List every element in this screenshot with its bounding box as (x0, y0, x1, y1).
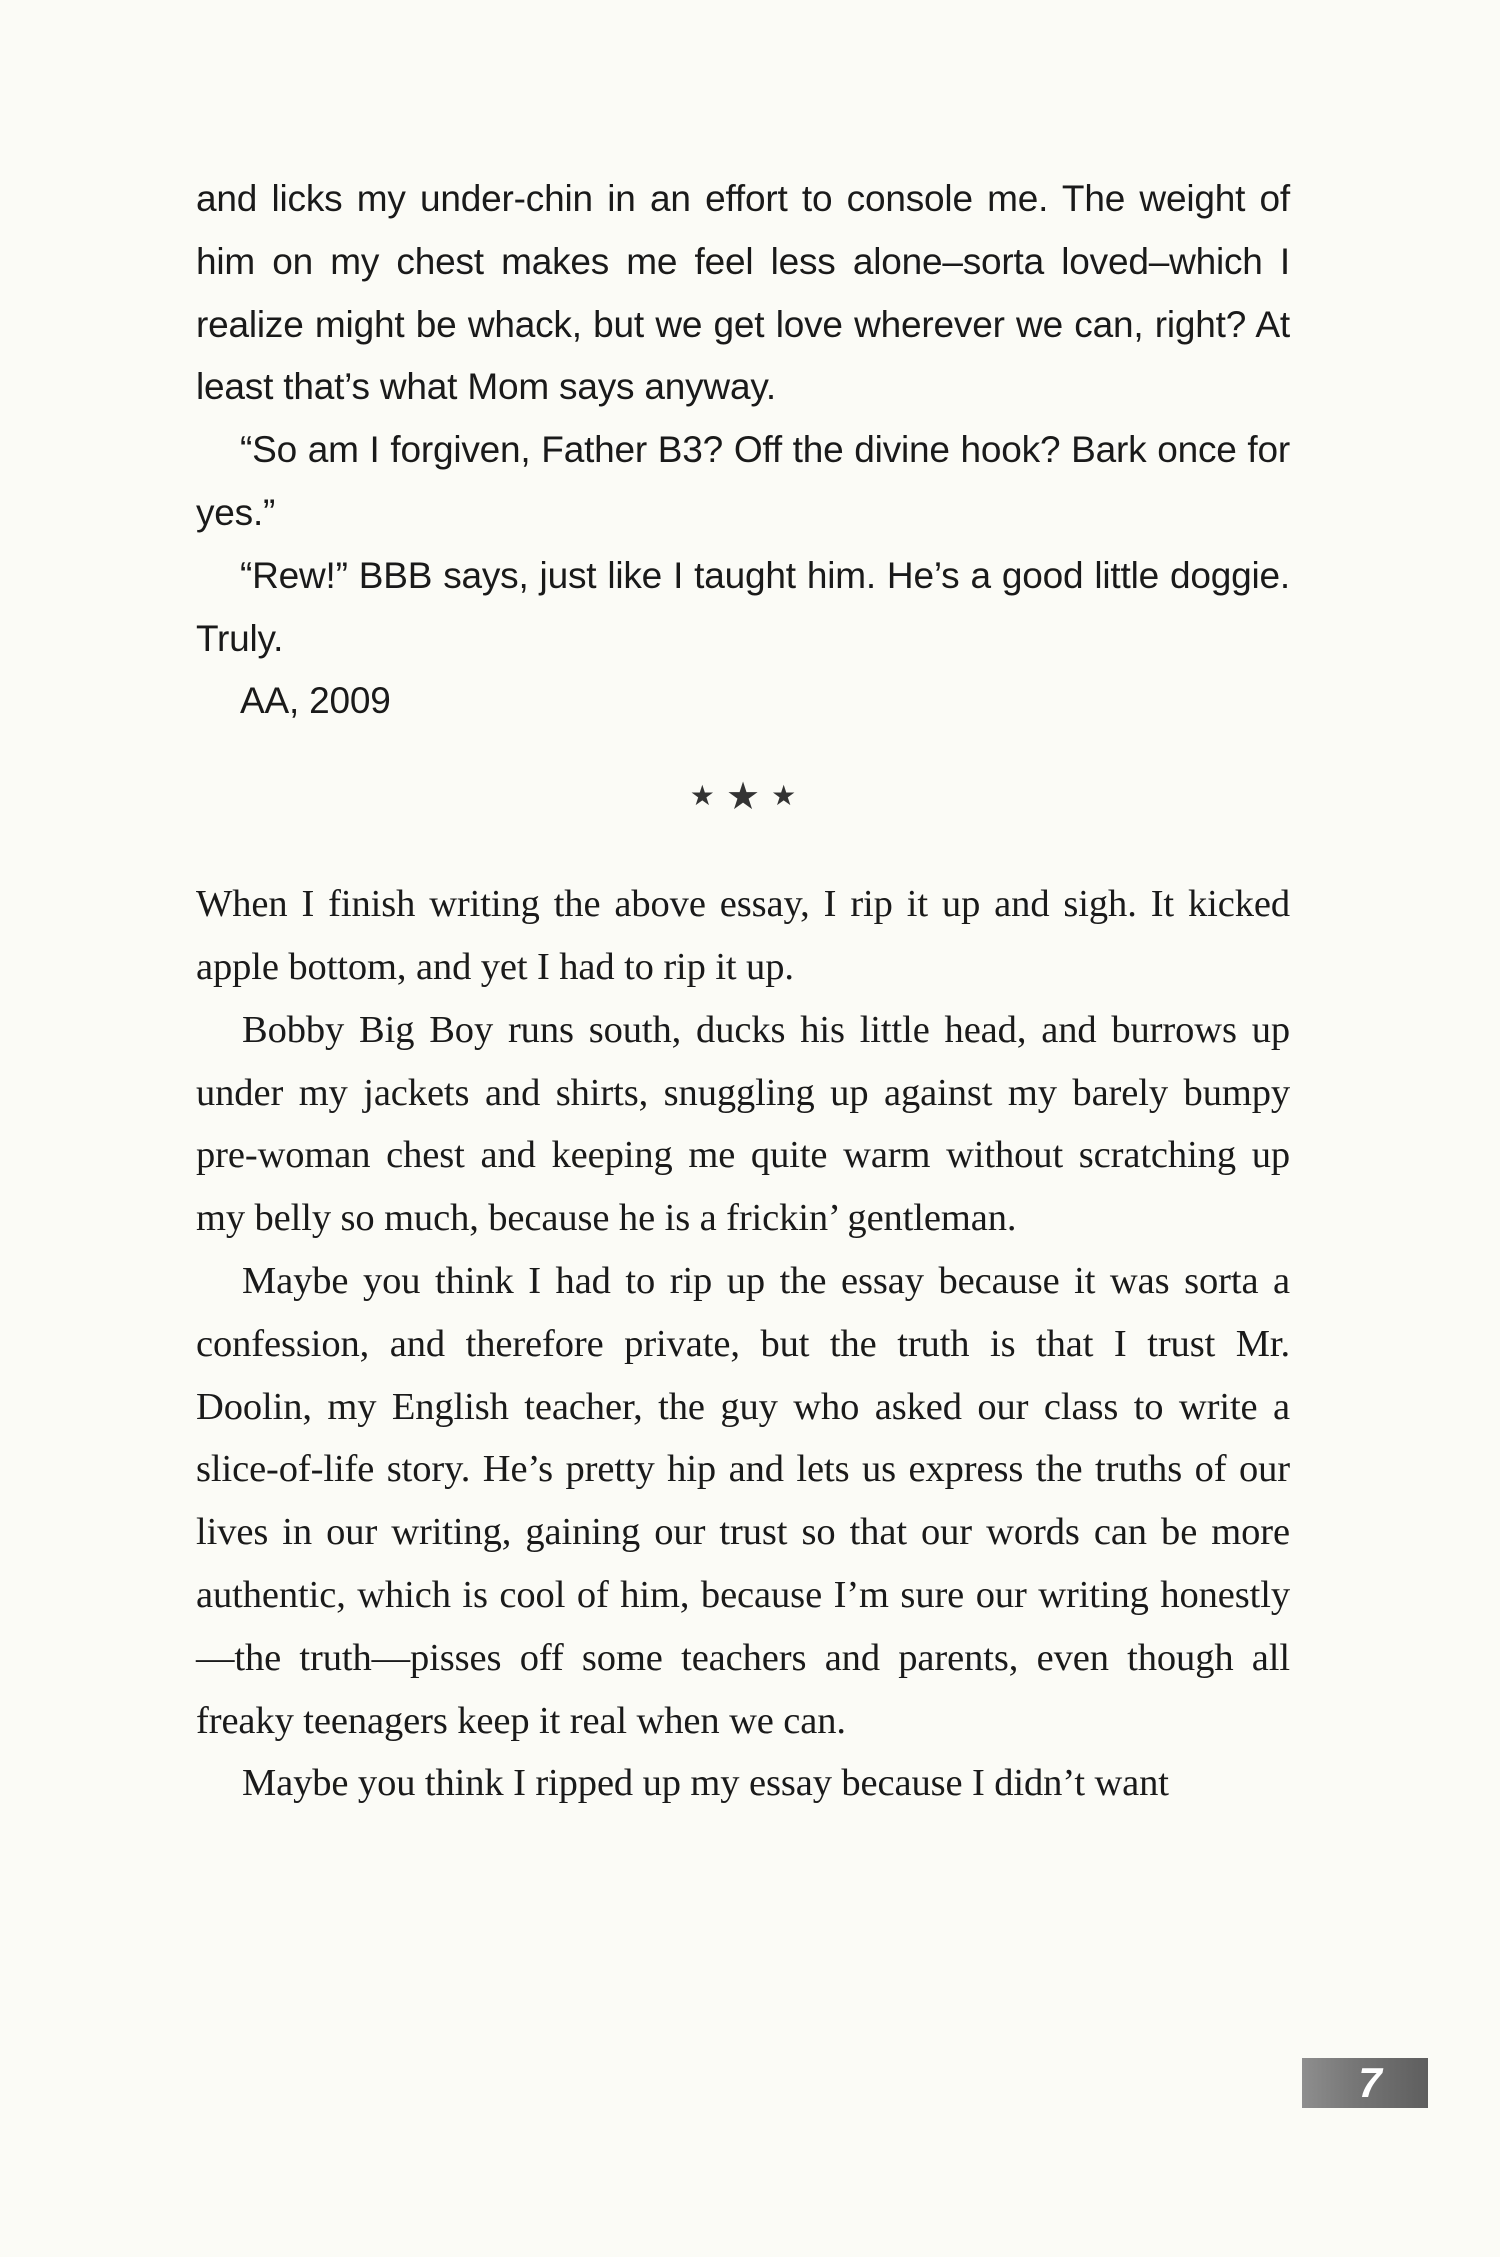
page-number: 7 (1358, 2059, 1382, 2106)
page-number-tab (1302, 2058, 1428, 2108)
essay-paragraph: “So am I forgiven, Father B3? Off the divine hook? Bark once for yes.” (196, 429, 1290, 533)
essay-section (196, 168, 1290, 733)
essay-signature: AA, 2009 (240, 680, 391, 722)
body-paragraph: Bobby Big Boy runs south, ducks his little head, and burrows up under my jackets and shirts, snuggling up against my barely bumpy pre-woman chest and keeping me quite warm without scratching up my belly so much, because he is a frickin’ gentleman. (196, 1008, 1290, 1240)
section-break-ornament (196, 773, 1290, 818)
essay-paragraph: and licks my under-chin in an effort to console me. The weight of him on my chest makes me feel less alone–sorta loved–which I realize might be whack, but we get love wherever we can, right? At least that’s what Mom says anyway. (196, 178, 1290, 408)
essay-paragraph: “Rew!” BBB says, just like I taught him. He’s a good little doggie. Truly. (196, 554, 1290, 659)
body-paragraph: Maybe you think I ripped up my essay because I didn’t want (242, 1762, 1169, 1805)
star-icon: ★ (771, 778, 797, 812)
narrative-section (196, 873, 1290, 1815)
star-icon: ★ (725, 773, 761, 818)
page-content (196, 168, 1290, 1815)
body-paragraph: When I finish writing the above essay, I rip it up and sigh. It kicked apple bottom, and yet I had to rip it up. (196, 883, 1290, 988)
body-paragraph: Maybe you think I had to rip up the essay because it was sorta a confession, and therefore private, but the truth is that I trust Mr. Doolin, my English teacher, the guy who asked our class to write a slice-of-life story. He’s pretty hip and lets us express the truths of our lives in our writing, gaining our trust so that our words can be more authentic, which is cool of him, because I’m sure our writing honestly—the truth—pisses off some teachers and parents, even though all freaky teenagers keep it real when we can. (196, 1259, 1290, 1742)
star-icon: ★ (689, 778, 715, 812)
